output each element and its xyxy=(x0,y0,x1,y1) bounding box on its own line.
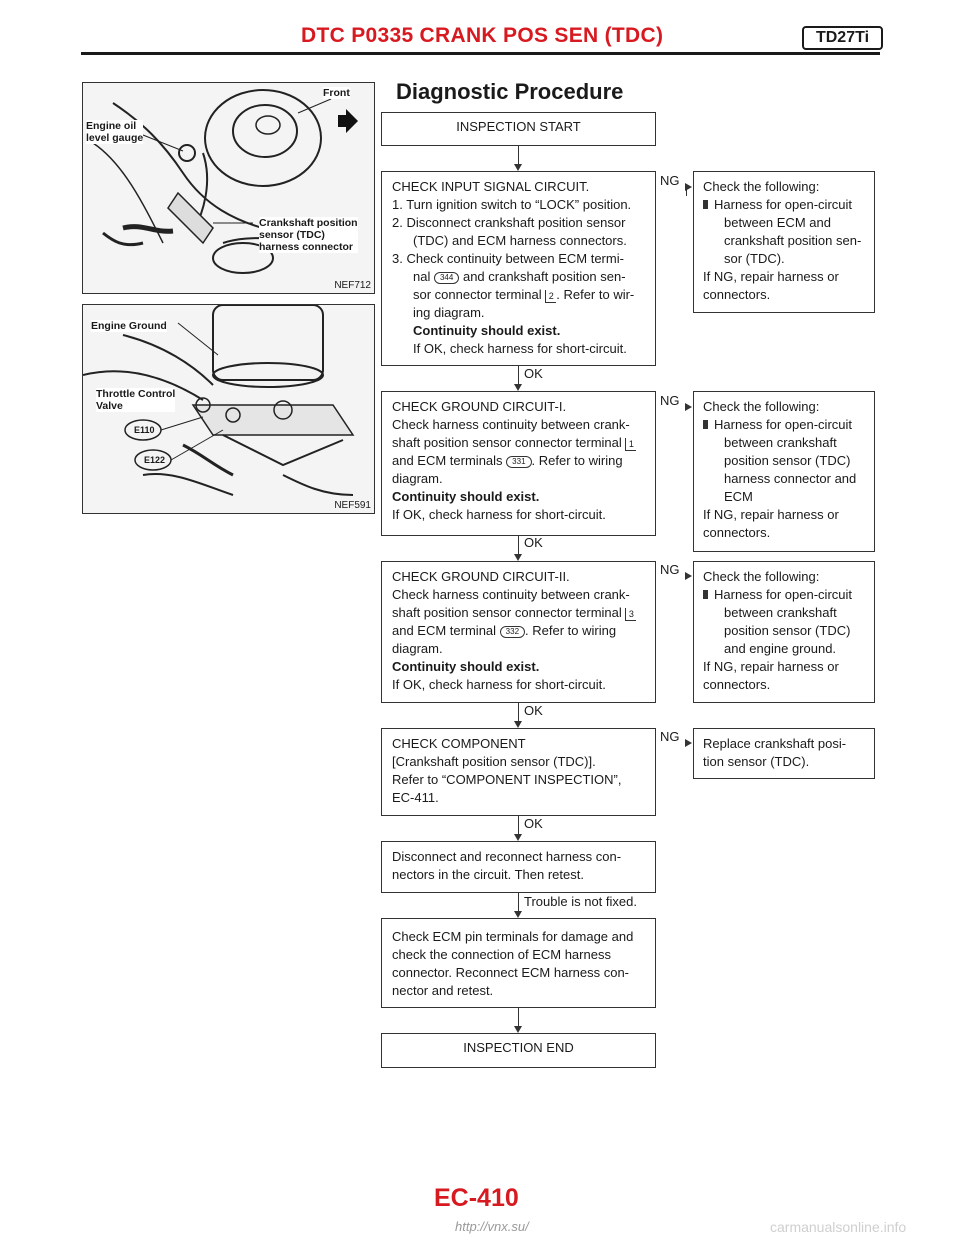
step-text: sor connector terminal xyxy=(413,287,542,302)
step-text: CHECK GROUND CIRCUIT-I. xyxy=(392,399,567,414)
figure-code: NEF591 xyxy=(334,500,371,511)
step-text: and crankshaft position sen- xyxy=(462,269,626,284)
ecm-terminal-symbol: 331 xyxy=(506,456,531,468)
arrow-right-icon xyxy=(685,403,692,411)
footer-url[interactable]: http://vnx.su/ xyxy=(455,1219,529,1234)
flow-line xyxy=(518,366,519,386)
step-text: nector and retest. xyxy=(392,983,494,998)
ng-bullet-line xyxy=(703,196,874,214)
ecm-terminal-symbol: 344 xyxy=(434,272,459,284)
step-text-line xyxy=(392,604,655,622)
step-text: (TDC) and ECM harness connectors. xyxy=(413,233,627,248)
header-rule xyxy=(81,52,880,55)
bullet-icon xyxy=(703,590,708,599)
flow-line xyxy=(518,816,519,836)
page-number: EC-410 xyxy=(434,1184,519,1212)
ng-text: Check the following: xyxy=(703,179,820,194)
inspection-start-label: INSPECTION START xyxy=(456,119,581,134)
inspection-start-box xyxy=(381,112,656,146)
step-text: 1. Turn ignition switch to “LOCK” position. xyxy=(392,197,632,212)
ng-text: between ECM and xyxy=(724,215,831,230)
connector-terminal-symbol: 2 xyxy=(545,290,556,303)
step-text: ing diagram. xyxy=(413,305,485,320)
ng-text: Harness for open-circuit xyxy=(714,587,852,602)
ng-label: NG xyxy=(660,562,680,577)
bullet-icon xyxy=(703,420,708,429)
step-text: 2. Disconnect crankshaft position sensor xyxy=(392,215,626,230)
ng-text: Check the following: xyxy=(703,569,820,584)
step-text: If OK, check harness for short-circuit. xyxy=(413,341,627,356)
ng-bullet-line xyxy=(703,416,874,434)
ng-label: NG xyxy=(660,173,680,188)
connector-terminal-symbol: 1 xyxy=(625,438,636,451)
ng-text: connectors. xyxy=(703,287,771,302)
arrow-down-icon xyxy=(514,721,522,728)
ng-action-box xyxy=(693,561,875,703)
ng-action-box xyxy=(693,391,875,552)
ng-text: crankshaft position sen- xyxy=(724,233,862,248)
figure-engine-ground xyxy=(82,304,375,514)
ng-text: sor (TDC). xyxy=(724,251,785,266)
ng-text: and engine ground. xyxy=(724,641,837,656)
ng-text: Harness for open-circuit xyxy=(714,417,852,432)
step-text: EC-411. xyxy=(392,790,439,805)
flow-line xyxy=(518,536,519,556)
ng-text: between crankshaft xyxy=(724,605,837,620)
ecm-terminal-symbol: 332 xyxy=(500,626,525,638)
step-text: shaft position sensor connector terminal xyxy=(392,605,622,620)
ng-text: harness connector and xyxy=(724,471,857,486)
step-text: Check ECM pin terminals for damage and xyxy=(392,929,634,944)
step-text-line xyxy=(392,622,655,640)
ng-text: If NG, repair harness or xyxy=(703,659,839,674)
connector-terminal-symbol: 3 xyxy=(625,608,636,621)
watermark: carmanualsonline.info xyxy=(770,1219,907,1235)
step-text: Disconnect and reconnect harness con- xyxy=(392,849,622,864)
step-check-ecm-pins-box xyxy=(381,918,656,1008)
step-text-line xyxy=(392,434,655,452)
step-reconnect-box xyxy=(381,841,656,893)
step-text: . Refer to wiring xyxy=(531,453,623,468)
step-text-line xyxy=(392,268,655,286)
ng-action-box xyxy=(693,171,875,313)
ng-text: If NG, repair harness or xyxy=(703,269,839,284)
bullet-icon xyxy=(703,200,708,209)
ng-bullet-line xyxy=(703,586,874,604)
step-text: CHECK GROUND CIRCUIT-II. xyxy=(392,569,570,584)
ng-text: position sensor (TDC) xyxy=(724,623,851,638)
label-front: Front xyxy=(323,87,350,99)
label-engine-ground: Engine Ground xyxy=(91,320,167,332)
flow-line xyxy=(518,893,519,913)
ng-label: NG xyxy=(660,729,680,744)
step-text: Continuity should exist. xyxy=(392,659,540,674)
step-text: and ECM terminal xyxy=(392,623,497,638)
flow-line xyxy=(518,1008,519,1028)
ng-text: Check the following: xyxy=(703,399,820,414)
step-text: check the connection of ECM harness xyxy=(392,947,611,962)
ng-text: tion sensor (TDC). xyxy=(703,754,810,769)
step-text: Check harness continuity between crank- xyxy=(392,417,630,432)
label-oil-gauge: Engine oil level gauge xyxy=(86,120,144,144)
step-text: . Refer to wir- xyxy=(556,287,635,302)
ng-text: connectors. xyxy=(703,525,771,540)
step-text: and ECM terminals xyxy=(392,453,503,468)
arrow-down-icon xyxy=(514,1026,522,1033)
step-text: . Refer to wiring xyxy=(525,623,617,638)
step-text: If OK, check harness for short-circuit. xyxy=(392,507,606,522)
step-text: CHECK COMPONENT xyxy=(392,736,526,751)
flow-line xyxy=(518,703,519,723)
label-throttle-valve: Throttle Control Valve xyxy=(96,388,176,412)
step-text: Refer to “COMPONENT INSPECTION”, xyxy=(392,772,622,787)
arrow-right-icon xyxy=(685,183,692,191)
inspection-end-box xyxy=(381,1033,656,1068)
arrow-down-icon xyxy=(514,164,522,171)
arrow-down-icon xyxy=(514,834,522,841)
step-text-line xyxy=(392,286,655,304)
label-e110: E110 xyxy=(134,425,155,435)
ng-text: Replace crankshaft posi- xyxy=(703,736,847,751)
arrow-down-icon xyxy=(514,554,522,561)
ok-label: OK xyxy=(524,703,543,718)
page-header-title: DTC P0335 CRANK POS SEN (TDC) xyxy=(301,24,664,47)
step-text: shaft position sensor connector terminal xyxy=(392,435,622,450)
arrow-down-icon xyxy=(514,384,522,391)
step-ground-circuit-1-box xyxy=(381,391,656,536)
flow-line xyxy=(518,146,519,166)
arrow-right-icon xyxy=(685,572,692,580)
label-e122: E122 xyxy=(144,455,166,465)
step-text: diagram. xyxy=(392,471,443,486)
model-badge: TD27Ti xyxy=(802,26,883,50)
ng-text: position sensor (TDC) xyxy=(724,453,851,468)
arrow-down-icon xyxy=(514,911,522,918)
step-text: [Crankshaft position sensor (TDC)]. xyxy=(392,754,596,769)
step-text: connector. Reconnect ECM harness con- xyxy=(392,965,630,980)
trouble-label: Trouble is not fixed. xyxy=(524,894,637,909)
step-text: CHECK INPUT SIGNAL CIRCUIT. xyxy=(392,179,590,194)
figure-code: NEF712 xyxy=(334,280,371,291)
figure-sensor-location xyxy=(82,82,375,294)
ok-label: OK xyxy=(524,535,543,550)
inspection-end-label: INSPECTION END xyxy=(463,1040,574,1055)
ok-label: OK xyxy=(524,816,543,831)
arrow-right-icon xyxy=(685,739,692,747)
ng-text: Harness for open-circuit xyxy=(714,197,852,212)
section-title: Diagnostic Procedure xyxy=(396,79,624,104)
ng-action-box xyxy=(693,728,875,779)
step-text: nal xyxy=(413,269,431,284)
step-text: diagram. xyxy=(392,641,443,656)
step-text: If OK, check harness for short-circuit. xyxy=(392,677,606,692)
step-ground-circuit-2-box xyxy=(381,561,656,703)
step-text: Continuity should exist. xyxy=(392,489,540,504)
step-input-signal-box xyxy=(381,171,656,366)
step-check-component-box xyxy=(381,728,656,816)
ng-text: connectors. xyxy=(703,677,771,692)
ng-text: between crankshaft xyxy=(724,435,837,450)
step-text: nectors in the circuit. Then retest. xyxy=(392,867,584,882)
ng-label: NG xyxy=(660,393,680,408)
ok-label: OK xyxy=(524,366,543,381)
step-text: Continuity should exist. xyxy=(413,323,561,338)
ng-text: If NG, repair harness or xyxy=(703,507,839,522)
step-text-line xyxy=(392,452,655,470)
ng-text: ECM xyxy=(724,489,753,504)
step-text: Check harness continuity between crank- xyxy=(392,587,630,602)
step-text: 3. Check continuity between ECM termi- xyxy=(392,251,624,266)
engine-illustration-1 xyxy=(83,83,374,293)
label-sensor-connector: Crankshaft position sensor (TDC) harness connector xyxy=(259,217,358,253)
